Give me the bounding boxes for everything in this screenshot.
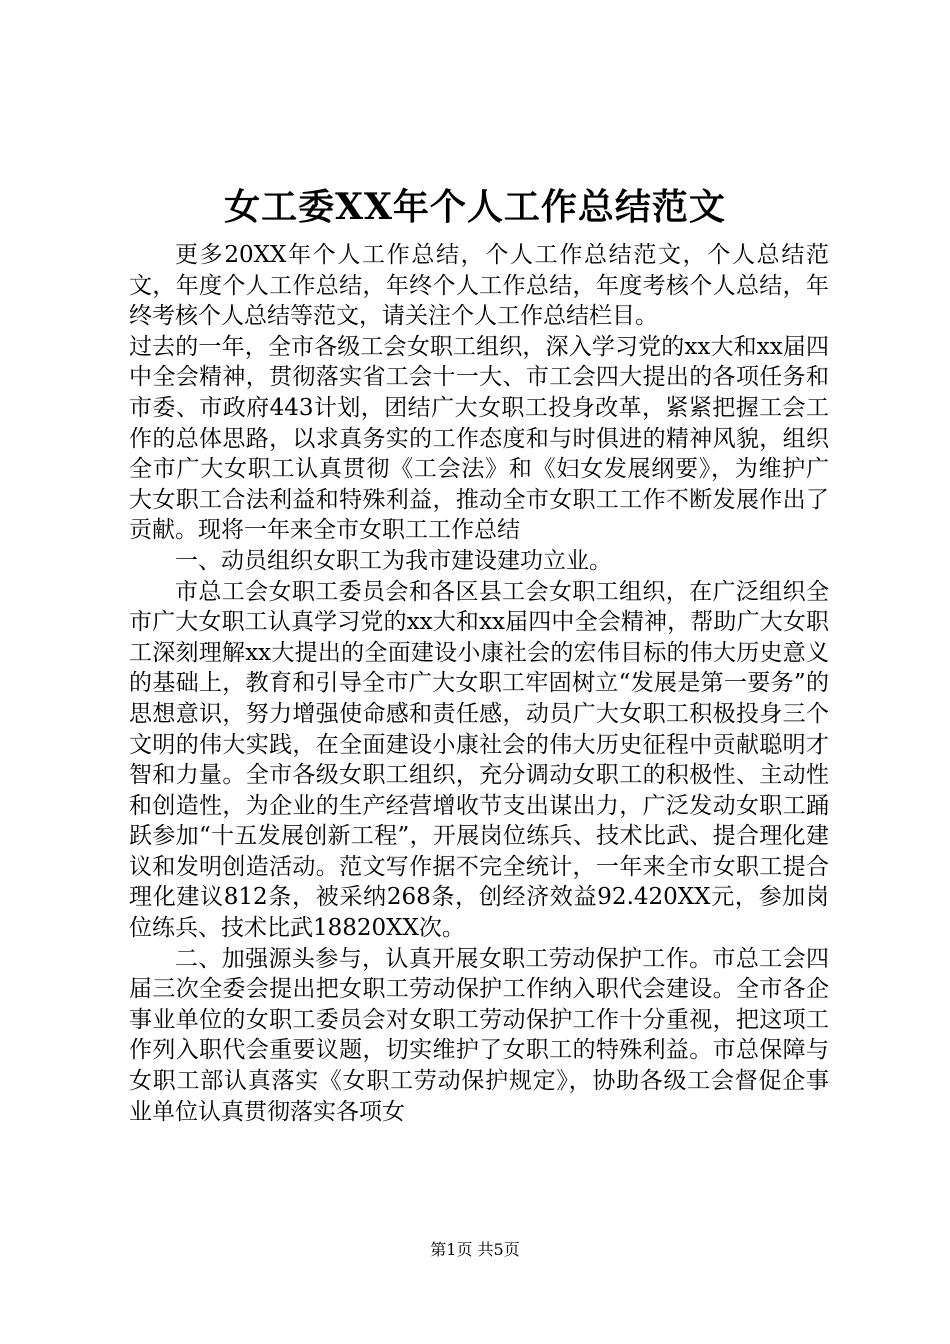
document-body xyxy=(129,240,829,1127)
overview-paragraph: 过去的一年，全市各级工会女职工组织，深入学习党的xx大和xx届四中全会精神，贯彻落实省工会十一大、市工会四大提出的各项任务和市委、市政府443计划，团结广大女职工投身改革，紧紧把握工会工作的总体思路，以求真务实的工作态度和与时俱进的精神风貌，组织全市广大女职工认真贯彻《工会法》和《妇女发展纲要》，为维护广大女职工合法利益和特殊利益，推动全市女职工工作不断发展作出了贡献。现将一年来全市女职工工作总结 xyxy=(129,333,829,544)
section-heading-1: 一、动员组织女职工为我市建设建功立业。 xyxy=(175,547,612,574)
document-title: 女工委XX年个人工作总结范文 xyxy=(224,186,726,228)
page-number-footer: 第1页 共5页 xyxy=(430,1240,520,1259)
intro-paragraph: 更多20XX年个人工作总结，个人工作总结范文，个人总结范文，年度个人工作总结，年终个人工作总结，年度考核个人总结，年终考核个人总结等范文，请关注个人工作总结栏目。 xyxy=(129,242,829,330)
section-1-paragraph: 市总工会女职工委员会和各区县工会女职工组织，在广泛组织全市广大女职工认真学习党的xx大和xx届四中全会精神，帮助广大女职工深刻理解xx大提出的全面建设小康社会的宏伟目标的伟大历史意义的基础上，教育和引导全市广大女职工牢固树立“发展是第一要务”的思想意识，努力增强使命感和责任感，动员广大女职工积极投身三个文明的伟大实践，在全面建设小康社会的伟大历史征程中贡献聪明才智和力量。全市各级女职工组织，充分调动女职工的积极性、主动性和创造性，为企业的生产经营增收节支出谋出力，广泛发动女职工踊跃参加“十五发展创新工程”，开展岗位练兵、技术比武、提合理化建议和发明创造活动。范文写作据不完全统计，一年来全市女职工提合理化建议812条，被采纳268条，创经济效益92.420XX元，参加岗位练兵、技术比武18820XX次。 xyxy=(129,578,829,942)
section-2-paragraph: 二、加强源头参与，认真开展女职工劳动保护工作。市总工会四届三次全委会提出把女职工劳动保护工作纳入职代会建设。全市各企事业单位的女职工委员会对女职工劳动保护工作十分重视，把这项工作列入职代会重要议题，切实维护了女职工的特殊利益。市总保障与女职工部认真落实《女职工劳动保护规定》，协助各级工会督促企事业单位认真贯彻落实各项女 xyxy=(129,945,829,1125)
